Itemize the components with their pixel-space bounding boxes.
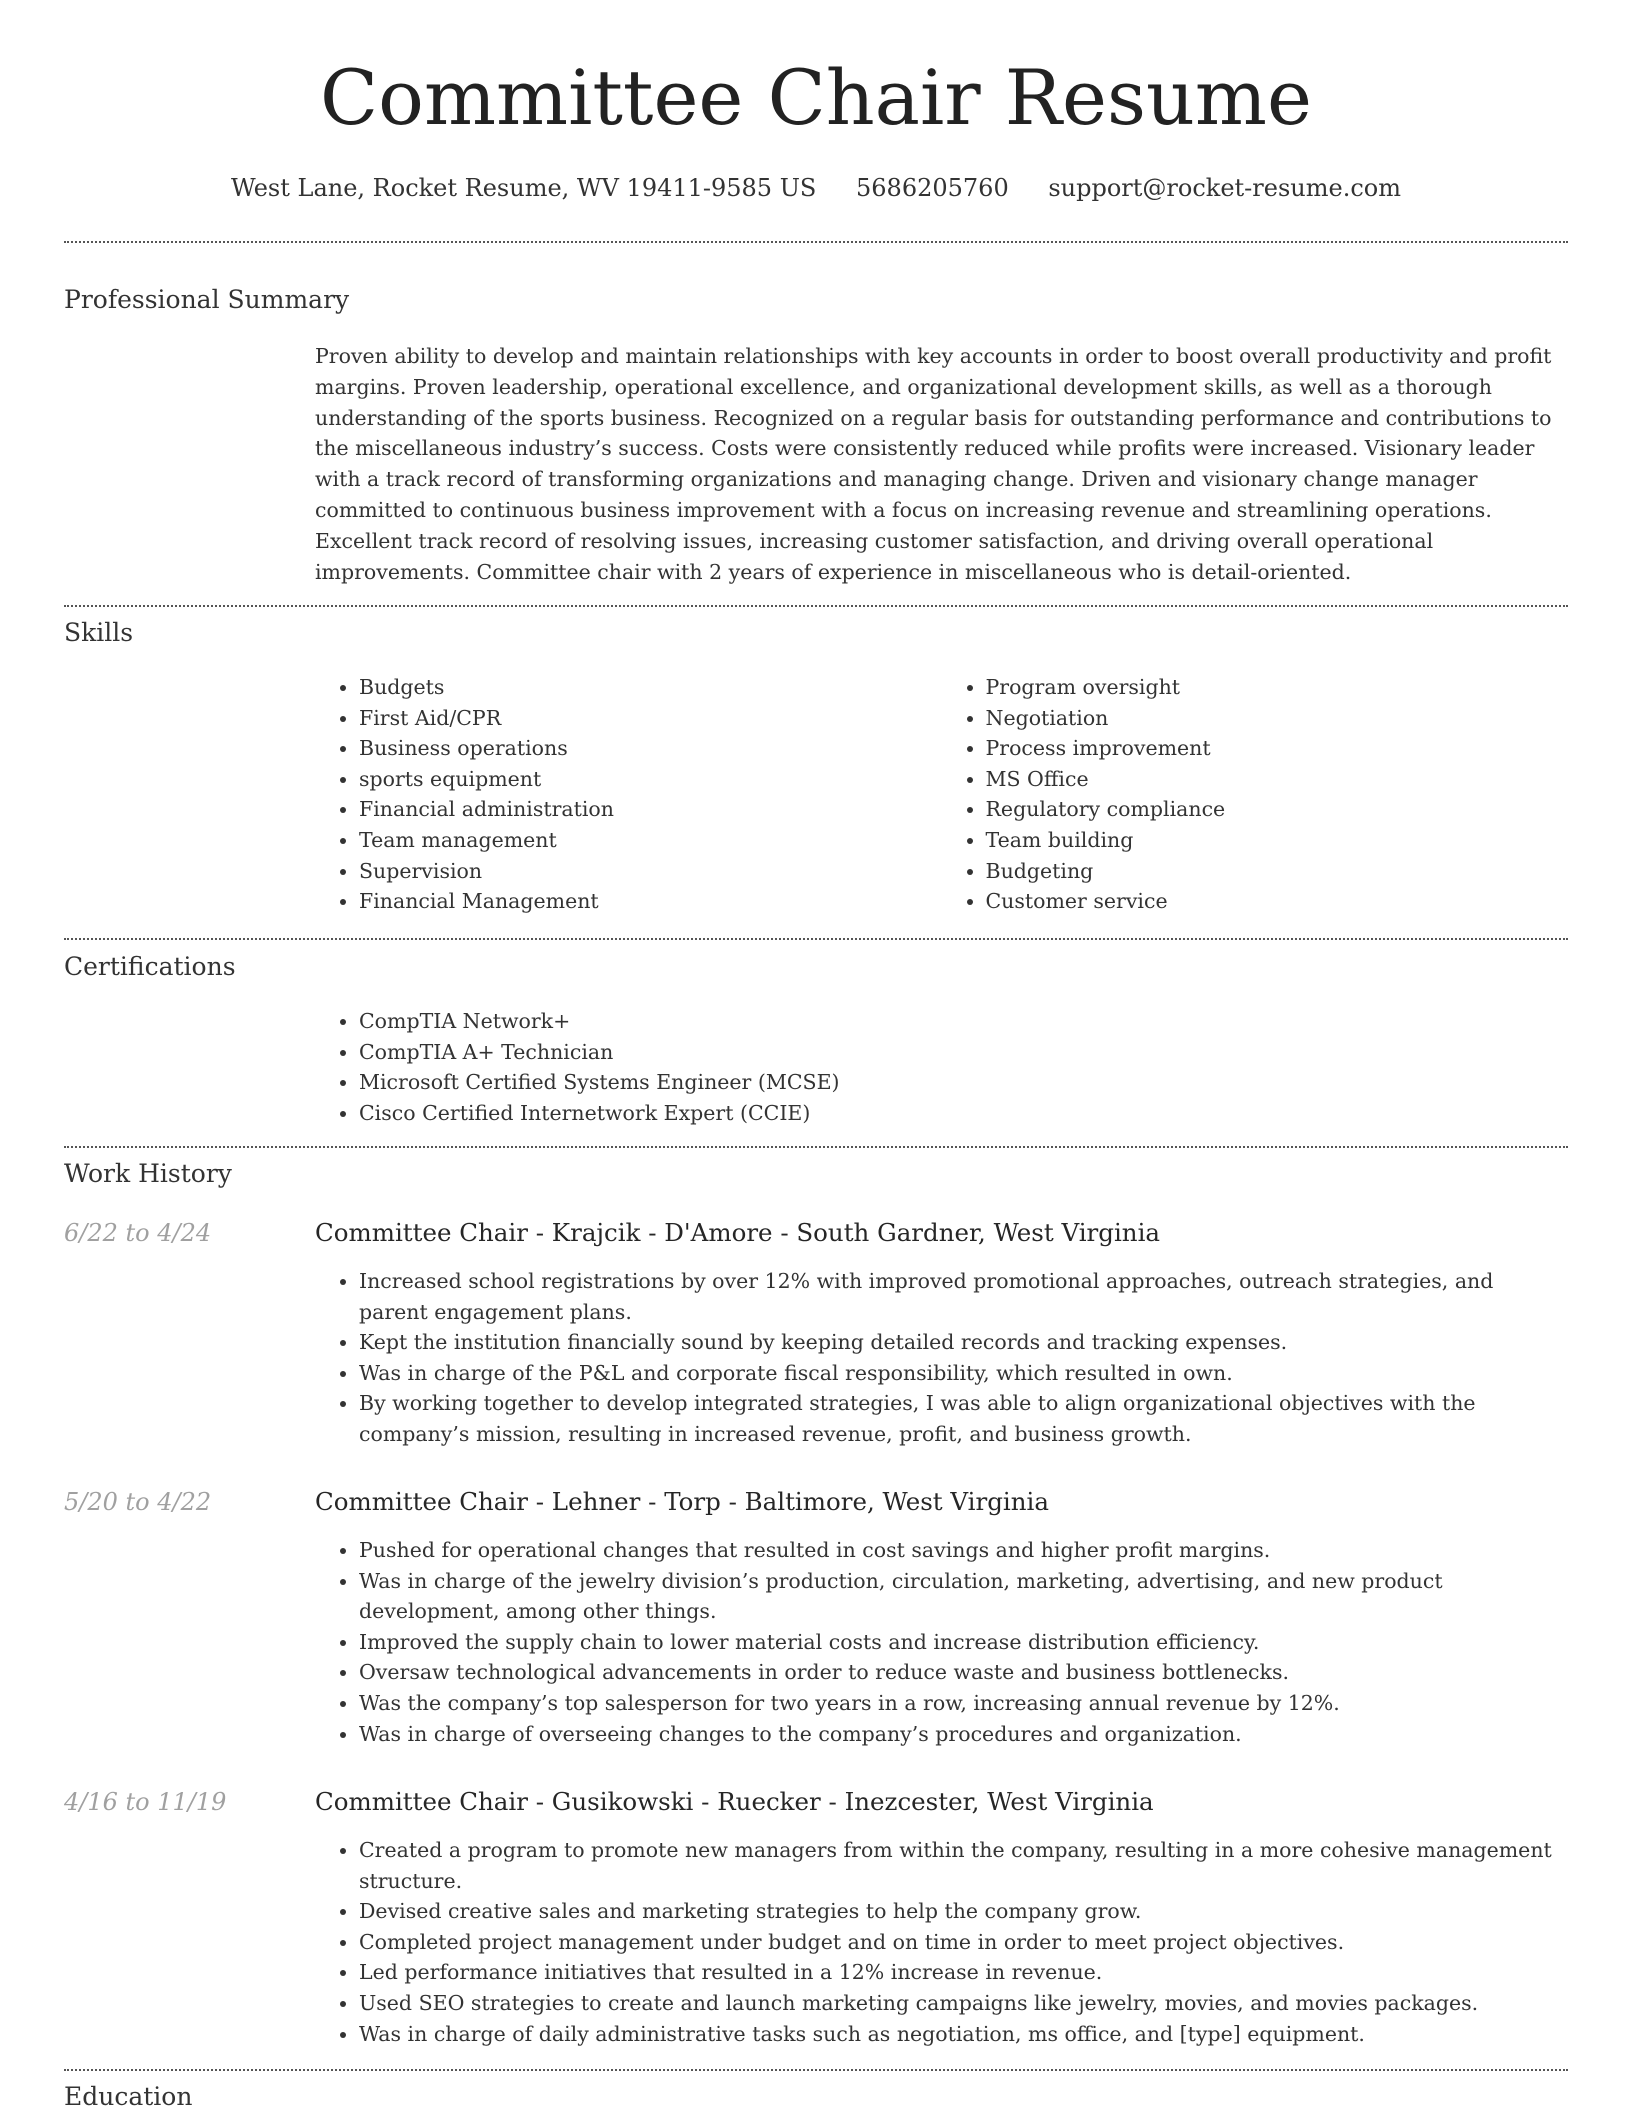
job-title: Committee Chair - Gusikowski - Ruecker - Inezcester, West Virginia: [315, 1787, 1154, 1816]
job-bullet: • Led performance initiatives that resulted in a 12% increase in revenue.: [359, 1957, 1568, 1988]
certifications-list: [315, 1006, 1568, 1128]
contact-address: West Lane, Rocket Resume, WV 19411-9585 US: [231, 174, 817, 202]
section-divider: [64, 1146, 1568, 1148]
certification-item: • Microsoft Certified Systems Engineer (MCSE): [359, 1067, 1568, 1098]
job-bullets: [315, 1266, 1568, 1450]
skill-item: • Financial Management: [359, 886, 942, 917]
certification-item: • CompTIA A+ Technician: [359, 1037, 1568, 1068]
job-bullet: • Used SEO strategies to create and launch marketing campaigns like jewelry, movies, and movies packages.: [359, 1988, 1568, 2019]
skill-item: • Budgets: [359, 672, 942, 703]
section-divider: [64, 605, 1568, 607]
job-bullet: • Devised creative sales and marketing strategies to help the company grow.: [359, 1896, 1568, 1927]
job-title: Committee Chair - Lehner - Torp - Baltimore, West Virginia: [315, 1487, 1049, 1516]
skill-item: • Customer service: [986, 886, 1569, 917]
summary-text: Proven ability to develop and maintain relationships with key accounts in order to boost overall productivity and profit margins. Proven leadership, operational excellence, and organizational development skills, as well as a thorough understanding of the sports business. Recognized on a regular basis for outstanding performance and contributions to the miscellaneous industry’s success. Costs were consistently reduced while profits were increased. Visionary leader with a track record of transforming organizations and managing change. Driven and visionary change manager committed to continuous business improvement with a focus on increasing revenue and streamlining operations. Excellent track record of resolving issues, increasing customer satisfaction, and driving overall operational improvements. Committee chair with 2 years of experience in miscellaneous who is detail-oriented.: [315, 344, 1552, 584]
skills-list-right: [942, 672, 1569, 917]
education-heading: Education: [64, 2082, 193, 2111]
section-divider: [64, 2069, 1568, 2071]
skill-item: • MS Office: [986, 764, 1569, 795]
contact-email[interactable]: support@rocket-resume.com: [1048, 174, 1401, 202]
certifications-section: [315, 1006, 1568, 1128]
skill-item: • Financial administration: [359, 794, 942, 825]
contact-phone: 5686205760: [856, 174, 1009, 202]
job-bullet: • Was in charge of the P&L and corporate fiscal responsibility, which resulted in own.: [359, 1358, 1568, 1389]
skill-item: • Negotiation: [986, 703, 1569, 734]
job-bullet: • Pushed for operational changes that resulted in cost savings and higher profit margins.: [359, 1535, 1568, 1566]
job-dates: 5/20 to 4/22: [64, 1488, 212, 1516]
section-divider: [64, 241, 1568, 243]
job-bullet: • Kept the institution financially sound by keeping detailed records and tracking expenses.: [359, 1327, 1568, 1358]
job-title: Committee Chair - Krajcik - D'Amore - South Gardner, West Virginia: [315, 1218, 1161, 1247]
contact-line: [64, 170, 1568, 206]
job-bullet: • Was in charge of the jewelry division’s production, circulation, marketing, advertising, and new product development, among other things.: [359, 1566, 1568, 1627]
skills-list-left: [315, 672, 942, 917]
job-bullet: • Was in charge of daily administrative tasks such as negotiation, ms office, and [type] equipment.: [359, 2019, 1568, 2050]
work-history-heading: Work History: [64, 1159, 232, 1188]
skill-item: • Team building: [986, 825, 1569, 856]
job-bullet: • Was in charge of overseeing changes to the company’s procedures and organization.: [359, 1719, 1568, 1750]
summary-heading: Professional Summary: [64, 285, 350, 314]
job-dates: 4/16 to 11/19: [64, 1788, 227, 1816]
job-bullets: [315, 1535, 1568, 1749]
job-bullet: • Oversaw technological advancements in order to reduce waste and business bottlenecks.: [359, 1657, 1568, 1688]
job-bullet: • Was the company’s top salesperson for two years in a row, increasing annual revenue by 12%.: [359, 1688, 1568, 1719]
skill-item: • Business operations: [359, 733, 942, 764]
skill-item: • Regulatory compliance: [986, 794, 1569, 825]
job-bullet: • Completed project management under budget and on time in order to meet project objectives.: [359, 1927, 1568, 1958]
job-bullet: • Improved the supply chain to lower material costs and increase distribution efficiency.: [359, 1627, 1568, 1658]
resume-title: Committee Chair Resume: [320, 53, 1312, 142]
job-dates: 6/22 to 4/24: [64, 1219, 212, 1247]
skills-heading: Skills: [64, 618, 134, 647]
section-divider: [64, 938, 1568, 940]
skill-item: • Supervision: [359, 856, 942, 887]
skill-item: • Program oversight: [986, 672, 1569, 703]
skills-section: [315, 672, 1568, 917]
summary-section: [315, 341, 1568, 587]
skill-item: • First Aid/CPR: [359, 703, 942, 734]
certifications-heading: Certifications: [64, 952, 236, 981]
skill-item: • Team management: [359, 825, 942, 856]
skill-item: • sports equipment: [359, 764, 942, 795]
skill-item: • Process improvement: [986, 733, 1569, 764]
skill-item: • Budgeting: [986, 856, 1569, 887]
job-bullet: • By working together to develop integrated strategies, I was able to align organizational objectives with the company’s mission, resulting in increased revenue, profit, and business growth.: [359, 1388, 1568, 1449]
certification-item: • CompTIA Network+: [359, 1006, 1568, 1037]
job-bullet: • Increased school registrations by over 12% with improved promotional approaches, outreach strategies, and parent engagement plans.: [359, 1266, 1568, 1327]
job-bullets: [315, 1835, 1568, 2049]
certification-item: • Cisco Certified Internetwork Expert (CCIE): [359, 1098, 1568, 1129]
job-bullet: • Created a program to promote new managers from within the company, resulting in a more cohesive management structure.: [359, 1835, 1568, 1896]
